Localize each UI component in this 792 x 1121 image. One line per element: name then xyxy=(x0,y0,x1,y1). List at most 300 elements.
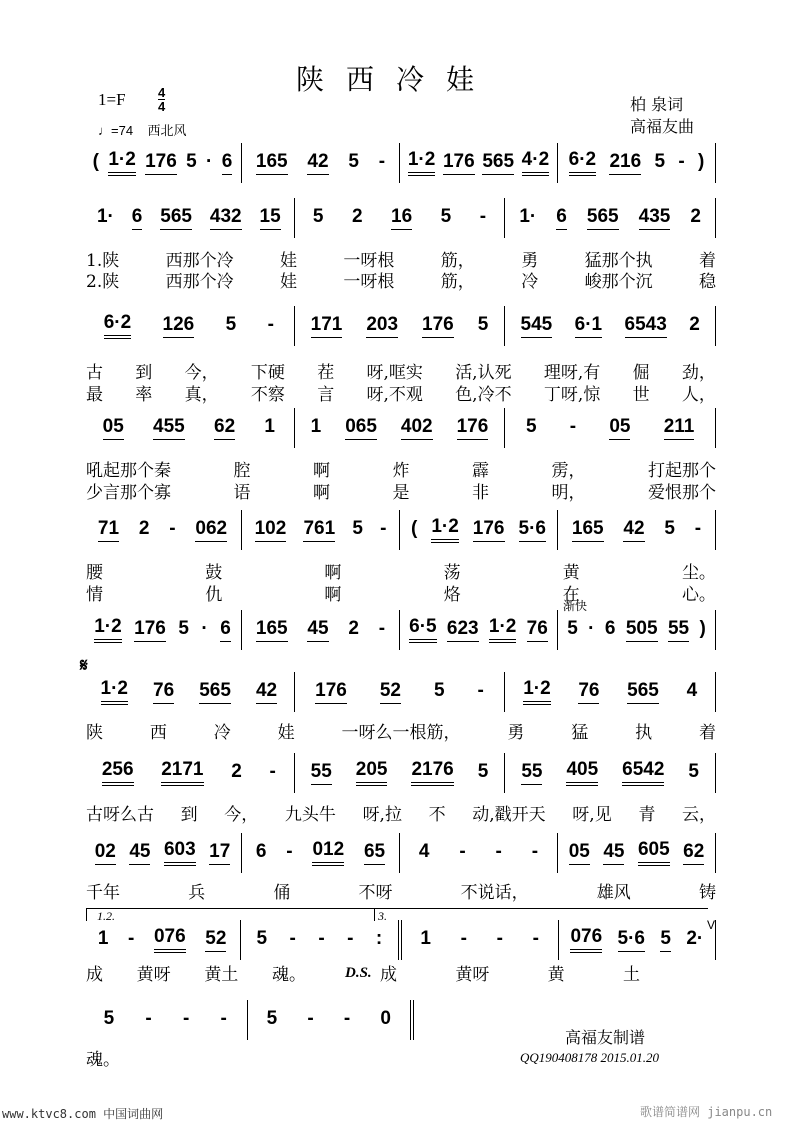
note-group: 17 xyxy=(209,842,230,865)
note-group: - xyxy=(532,928,539,949)
note-group: - xyxy=(145,1008,152,1029)
note-group: 55 xyxy=(668,619,689,642)
lyric-syllable: 尘。 xyxy=(681,563,716,583)
note-group: 5 xyxy=(477,314,489,335)
note-group: 5 xyxy=(440,206,452,227)
lyric-syllable: 娃 xyxy=(280,272,298,292)
measure xyxy=(400,143,558,183)
measure xyxy=(242,833,400,873)
note-group: 165 xyxy=(256,152,288,175)
note-group: ( xyxy=(92,151,99,172)
lyric-syllable: 今， xyxy=(184,363,219,383)
time-bottom: 4 xyxy=(158,99,166,114)
note-group: 605 xyxy=(638,840,670,866)
lyric-syllable: 雳， xyxy=(551,461,586,481)
lyric-syllable: 勇 xyxy=(507,723,525,743)
measure xyxy=(558,833,716,873)
lyric-syllable: 成 xyxy=(380,965,397,985)
lyric-syllable: 劲， xyxy=(681,363,716,383)
measure xyxy=(84,198,295,238)
note-group: - xyxy=(495,841,502,862)
lyric-syllable: 爱恨那个 xyxy=(648,483,716,503)
lyric-syllable: 色,冷不 xyxy=(455,385,512,405)
note-group: · xyxy=(588,618,595,639)
note-group: 505 xyxy=(626,619,658,642)
lyric-syllable: 鼓 xyxy=(205,563,223,583)
measure xyxy=(295,672,506,712)
song-title: 陕西冷娃 xyxy=(295,63,496,96)
note-group: 6·5 xyxy=(409,617,436,643)
note-group: 45 xyxy=(603,842,624,865)
measure xyxy=(505,753,716,793)
measure xyxy=(505,672,716,712)
note-group: 5 xyxy=(103,1008,115,1029)
note-group: - xyxy=(343,1008,351,1029)
note-group: 5·6 xyxy=(519,519,546,542)
lyric-syllable: 烙 xyxy=(443,585,461,605)
lyric-line xyxy=(86,800,716,825)
measure xyxy=(559,920,716,960)
note-group: - xyxy=(460,928,467,949)
note-group: 05 xyxy=(609,417,630,440)
note-group: 2176 xyxy=(411,760,453,786)
note-group: 5 xyxy=(567,618,578,639)
note-group: 176 xyxy=(134,619,166,642)
note-group: 2· xyxy=(686,928,704,949)
note-group: 6543 xyxy=(625,315,667,338)
watermark-left: www.ktvc8.com 中国词曲网 xyxy=(2,1107,164,1121)
lyric-syllable: 最 xyxy=(86,385,103,405)
lyric-syllable: 世 xyxy=(632,385,650,405)
lyric-syllable: 动,戳开天 xyxy=(472,805,546,825)
note-group: 076 xyxy=(570,927,602,953)
note-group: 102 xyxy=(255,519,287,542)
lyric-line xyxy=(86,580,716,605)
note-group: 2171 xyxy=(161,760,203,786)
note-group: 5 xyxy=(660,929,671,952)
note-group: ) xyxy=(697,151,705,172)
lyric-syllable: 荡 xyxy=(443,563,461,583)
lyric-syllable: 腰 xyxy=(86,563,103,583)
note-group: 1·2 xyxy=(489,617,516,643)
lyric-syllable: 啊 xyxy=(313,461,330,481)
lyric-syllable: 不 xyxy=(428,805,446,825)
lyric-syllable: 真， xyxy=(184,385,219,405)
measure xyxy=(295,198,506,238)
note-group: 6·2 xyxy=(104,313,131,339)
note-group: - xyxy=(678,151,685,172)
lyric-syllable: 古呀么古 xyxy=(86,805,154,825)
note-group: 55 xyxy=(521,762,542,785)
note-group: 012 xyxy=(312,840,344,866)
note-group: 1 xyxy=(420,928,431,949)
time-top: 4 xyxy=(158,85,166,100)
staff-row xyxy=(84,408,716,448)
measure xyxy=(295,408,506,448)
note-group: 42 xyxy=(256,681,277,704)
volta-3: 3. xyxy=(374,908,708,921)
staff-row xyxy=(84,1000,414,1040)
lyric-syllable: 不呀 xyxy=(358,883,393,903)
lyric-syllable: 霹 xyxy=(472,461,489,481)
note-group: 205 xyxy=(356,760,388,786)
measure xyxy=(84,143,242,183)
lyricist: 柏 泉词 xyxy=(630,95,684,114)
staff-row xyxy=(84,833,716,873)
measure xyxy=(402,920,559,960)
measure xyxy=(84,1000,248,1040)
note-group: 565 xyxy=(199,681,231,704)
lyric-syllable: 呀,拉 xyxy=(362,805,402,825)
note-group: 1·2 xyxy=(108,150,135,176)
note-group: 1·2 xyxy=(431,517,458,543)
lyric-syllable: 着 xyxy=(699,723,716,743)
note-group: 45 xyxy=(129,842,150,865)
measure xyxy=(400,610,558,650)
note-group: 1· xyxy=(96,206,114,227)
lyric-syllable: 心。 xyxy=(681,585,716,605)
note-group: 2 xyxy=(351,206,363,227)
note-group: 176 xyxy=(422,315,454,338)
note-group: 545 xyxy=(521,315,553,338)
note-group: - xyxy=(307,1008,314,1029)
lyric-syllable: 人， xyxy=(681,385,716,405)
composer: 高福友曲 xyxy=(630,117,695,136)
accel-mark: 渐快 xyxy=(563,599,588,613)
note-group: 5 xyxy=(225,314,237,335)
lyric-line xyxy=(86,718,716,743)
lyric-syllable: 魂。 xyxy=(86,1050,120,1070)
note-group: 176 xyxy=(473,519,505,542)
dal-segno: D.S. xyxy=(345,965,372,981)
lyric-line xyxy=(86,478,716,503)
note-group: - xyxy=(459,841,466,862)
note-group: 76 xyxy=(153,681,174,704)
lyric-syllable: 黄 xyxy=(547,965,565,985)
measure xyxy=(84,408,295,448)
lyric-syllable: 1.陕 xyxy=(86,251,120,271)
lyric-syllable: 非 xyxy=(472,483,489,503)
note-group: 6 xyxy=(132,207,143,230)
note-group: 203 xyxy=(366,315,398,338)
lyric-syllable: 腔 xyxy=(233,461,251,481)
lyric-syllable: 猛那个执 xyxy=(584,251,653,271)
lyric-syllable: 冷 xyxy=(213,723,231,743)
lyric-syllable: 不察 xyxy=(250,385,285,405)
staff-row xyxy=(84,306,716,346)
lyric-syllable: 到 xyxy=(135,363,153,383)
lyric-syllable: 猛 xyxy=(571,723,589,743)
lyric-syllable: 理呀,有 xyxy=(543,363,601,383)
measure xyxy=(505,408,716,448)
lyric-syllable: 筋， xyxy=(440,272,475,292)
staff-row xyxy=(84,198,716,238)
lyric-syllable: 言 xyxy=(317,385,335,405)
lyric-syllable: 茬 xyxy=(317,363,335,383)
note-group: 0 xyxy=(380,1008,391,1029)
lyric-line xyxy=(86,1045,126,1070)
lyric-syllable: 西那个冷 xyxy=(165,251,234,271)
note-group: 6 xyxy=(255,841,267,862)
staff-row xyxy=(84,672,716,712)
note-group: 5 xyxy=(178,618,189,639)
lyric-syllable: 俑 xyxy=(273,883,291,903)
lyric-syllable: 啊 xyxy=(313,483,330,503)
lyric-syllable: 打起那个 xyxy=(648,461,716,481)
note-group: 6 xyxy=(556,207,567,230)
lyric-syllable: 稳 xyxy=(698,272,716,292)
lyric-syllable: 是 xyxy=(392,483,410,503)
note-group: - xyxy=(347,928,354,949)
staff-row xyxy=(84,610,716,650)
lyric-syllable: 吼起那个秦 xyxy=(86,461,171,481)
note-group: 565 xyxy=(482,152,514,175)
note-group: 565 xyxy=(627,681,659,704)
note-group: 402 xyxy=(401,417,433,440)
lyric-line xyxy=(86,878,716,903)
lyric-syllable: 一呀么一根筋， xyxy=(341,723,461,743)
note-group: 42 xyxy=(307,152,328,175)
note-group: 55 xyxy=(311,762,332,785)
note-group: 405 xyxy=(566,760,598,786)
note-group: 2 xyxy=(690,206,701,227)
lyric-syllable: 土 xyxy=(622,965,640,985)
measure xyxy=(400,510,558,550)
measure xyxy=(84,833,242,873)
lyric-syllable: 陕 xyxy=(86,723,103,743)
breath-mark: V xyxy=(707,918,716,932)
note-group: 5 xyxy=(525,416,537,437)
note-group: 02 xyxy=(95,842,116,865)
note-group: 126 xyxy=(163,315,195,338)
note-group: 1·2 xyxy=(101,679,128,705)
note-group: 65 xyxy=(364,842,385,865)
lyric-syllable: 黄 xyxy=(562,563,580,583)
note-group: : xyxy=(375,928,383,949)
note-group: 5 xyxy=(256,928,268,949)
lyric-syllable: 古 xyxy=(86,363,103,383)
note-group: 6 xyxy=(604,618,616,639)
note-group: 1·2 xyxy=(408,150,435,176)
note-group: - xyxy=(286,841,293,862)
note-group: 16 xyxy=(391,207,412,230)
note-group: 176 xyxy=(145,152,177,175)
lyric-syllable: 成 xyxy=(86,965,103,985)
lyric-line xyxy=(86,380,716,405)
tempo-mark xyxy=(98,120,187,139)
lyric-syllable: 西那个冷 xyxy=(165,272,234,292)
note-group: 5 xyxy=(312,206,324,227)
lyric-syllable: 啊 xyxy=(324,563,342,583)
lyric-syllable: 情 xyxy=(86,585,103,605)
note-group: - xyxy=(694,518,702,539)
note-group: - xyxy=(380,518,387,539)
note-group: 5 xyxy=(348,151,359,172)
style-label: 西北风 xyxy=(147,123,187,138)
note-group: 05 xyxy=(569,842,590,865)
lyric-syllable: 不说话， xyxy=(460,883,529,903)
note-group: 2 xyxy=(348,618,359,639)
note-group: · xyxy=(201,618,208,639)
measure xyxy=(84,306,295,346)
note-group: 5 xyxy=(654,151,666,172)
measure xyxy=(505,306,716,346)
note-group: 5·6 xyxy=(618,929,645,952)
note-group: 076 xyxy=(154,927,186,953)
lyric-syllable: 啊 xyxy=(324,585,342,605)
staff-row xyxy=(84,143,716,183)
note-group: 5 xyxy=(433,680,445,701)
measure xyxy=(242,610,400,650)
measure xyxy=(400,833,558,873)
note-group: 76 xyxy=(527,619,548,642)
note-group: 565 xyxy=(587,207,619,230)
note-group: - xyxy=(479,206,487,227)
measure xyxy=(295,753,506,793)
note-group: - xyxy=(128,928,135,949)
note-group: 76 xyxy=(578,681,599,704)
note-group: - xyxy=(269,761,276,782)
lyric-syllable: 今， xyxy=(224,805,259,825)
note-group: - xyxy=(318,928,325,949)
measure xyxy=(248,1000,415,1040)
note-group: 165 xyxy=(572,519,604,542)
note-group: 4 xyxy=(418,841,430,862)
lyric-syllable: 云， xyxy=(681,805,716,825)
lyric-syllable: 2.陕 xyxy=(86,272,120,292)
measure xyxy=(84,753,295,793)
note-group: - xyxy=(531,841,539,862)
lyric-syllable: 倔 xyxy=(632,363,650,383)
note-group: - xyxy=(477,680,484,701)
note-group: 432 xyxy=(210,207,242,230)
note-group: - xyxy=(220,1008,227,1029)
note-group: 2 xyxy=(689,314,700,335)
lyric-syllable: 呀,不观 xyxy=(366,385,423,405)
time-signature xyxy=(158,86,165,113)
note-group: 1 xyxy=(264,416,275,437)
note-group: - xyxy=(378,151,386,172)
lyric-syllable: 呀,见 xyxy=(572,805,612,825)
note-group: 6 xyxy=(222,152,233,175)
lyric-syllable: 活,认死 xyxy=(455,363,512,383)
arranger: 高福友制谱 xyxy=(565,1028,646,1047)
measure xyxy=(558,143,716,183)
note-group: 5 xyxy=(664,518,675,539)
note-group: - xyxy=(169,518,176,539)
lyric-syllable: 一呀根 xyxy=(343,272,395,292)
note-group: 256 xyxy=(102,760,134,786)
measure xyxy=(242,510,400,550)
measure xyxy=(84,672,295,712)
lyric-syllable: 西 xyxy=(149,723,167,743)
note-group: 761 xyxy=(303,519,335,542)
note-group: ( xyxy=(411,518,418,539)
staff-row xyxy=(84,753,716,793)
lyric-syllable: 勇 xyxy=(521,251,539,271)
volta-1-2: 1.2. xyxy=(86,908,382,921)
note-group: 5 xyxy=(266,1008,278,1029)
note-group: 4·2 xyxy=(522,150,549,176)
segno-sign: 𝄋 xyxy=(80,655,88,675)
note-group: 1·2 xyxy=(94,617,121,643)
lyric-syllable: 着 xyxy=(698,251,716,271)
lyric-syllable: 娃 xyxy=(277,723,295,743)
note-group: 52 xyxy=(380,681,401,704)
lyric-syllable: 炸 xyxy=(392,461,410,481)
measure xyxy=(505,198,716,238)
note-group: 2 xyxy=(138,518,150,539)
note-group: 1· xyxy=(519,206,537,227)
note-group: 6542 xyxy=(622,760,664,786)
note-group: 4 xyxy=(686,680,698,701)
note-group: 62 xyxy=(683,842,704,865)
lyric-syllable: 千年 xyxy=(86,883,120,903)
measure xyxy=(295,306,506,346)
note-group: 5 xyxy=(186,151,197,172)
note-group: 71 xyxy=(98,519,119,542)
lyric-syllable: 黄呀 xyxy=(136,965,171,985)
note-group: 5 xyxy=(477,761,489,782)
lyric-syllable: 少言那个寡 xyxy=(86,483,171,503)
key-signature: 1=F xyxy=(98,90,126,109)
lyric-syllable: 呀,哐实 xyxy=(366,363,423,383)
lyric-syllable: 在 xyxy=(562,585,580,605)
tempo-value: ♩=74 xyxy=(98,123,134,138)
note-group: 176 xyxy=(443,152,475,175)
note-group: - xyxy=(569,416,577,437)
lyric-syllable: 魂。 xyxy=(271,965,306,985)
lyric-syllable: 黄呀 xyxy=(455,965,490,985)
measure xyxy=(558,510,716,550)
lyric-syllable: 执 xyxy=(635,723,653,743)
lyric-line xyxy=(86,267,716,292)
note-group: - xyxy=(267,314,274,335)
note-group: 1 xyxy=(97,928,109,949)
lyric-line xyxy=(86,960,306,985)
lyric-syllable: 黄土 xyxy=(204,965,239,985)
note-group: 5 xyxy=(688,761,699,782)
measure xyxy=(242,143,400,183)
note-group: 45 xyxy=(307,619,328,642)
note-group: 565 xyxy=(160,207,192,230)
note-group: - xyxy=(182,1008,190,1029)
note-group: 52 xyxy=(205,929,226,952)
note-group: 6·1 xyxy=(575,315,602,338)
lyric-syllable: 峻那个沉 xyxy=(584,272,653,292)
note-group: 6·2 xyxy=(569,150,596,176)
note-group: 455 xyxy=(153,417,185,440)
lyric-syllable: 下硬 xyxy=(250,363,285,383)
note-group: 603 xyxy=(164,840,196,866)
measure xyxy=(558,610,716,650)
lyric-syllable: 明， xyxy=(551,483,586,503)
note-group: 176 xyxy=(457,417,489,440)
note-group: 171 xyxy=(311,315,343,338)
note-group: 623 xyxy=(447,619,479,642)
note-group: 176 xyxy=(315,681,347,704)
note-group: 216 xyxy=(609,152,641,175)
staff-row xyxy=(84,920,716,960)
contact-date: QQ190408178 2015.01.20 xyxy=(520,1050,660,1065)
note-group: - xyxy=(496,928,503,949)
note-group: 15 xyxy=(260,207,281,230)
lyric-syllable: 率 xyxy=(135,385,153,405)
measure xyxy=(84,510,242,550)
measure xyxy=(241,920,401,960)
lyric-syllable: 筋， xyxy=(440,251,475,271)
lyric-syllable: 铸 xyxy=(698,883,716,903)
